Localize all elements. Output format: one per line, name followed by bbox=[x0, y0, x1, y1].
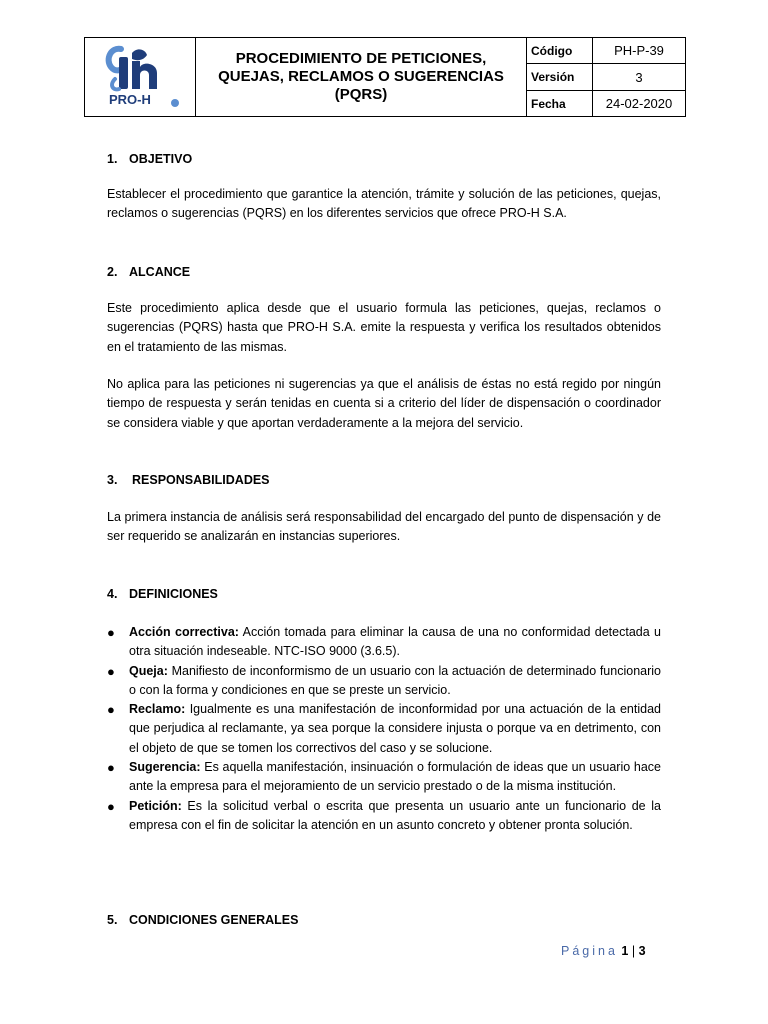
definition-text: Es aquella manifestación, insinuación o formulación de ideas que un usuario hace ante la empresa para el mejoramiento de un servicio prestado o de la misma institución. bbox=[129, 760, 661, 794]
alcance-paragraph-1: Este procedimiento aplica desde que el usuario formula las peticiones, quejas, reclamos o sugerencias (PQRS) hasta que PRO-H S.A. emite la respuesta y verifica los resultados obtenidos en el tratamiento de las mismas. bbox=[107, 301, 661, 354]
bullet-icon: ● bbox=[107, 663, 115, 679]
bullet-icon: ● bbox=[107, 625, 115, 640]
section-heading-condiciones-generales: 5. CONDICIONES GENERALES bbox=[107, 913, 299, 927]
section-heading-alcance: 2. ALCANCE bbox=[107, 265, 191, 279]
bullet-icon: ● bbox=[107, 760, 115, 776]
definition-text: Es la solicitud verbal o escrita que presenta un usuario ante un funcionario de la empresa con el fin de solicitar la atención en un asunto concreto y obtener pronta solución. bbox=[129, 798, 661, 832]
definition-item bbox=[107, 797, 661, 836]
version-label: Versión bbox=[527, 64, 593, 91]
definition-item bbox=[107, 623, 661, 662]
definition-term: Petición: bbox=[129, 798, 182, 813]
definition-term: Queja: bbox=[129, 663, 168, 678]
logo-cell bbox=[85, 38, 196, 117]
page-separator: | bbox=[631, 944, 636, 958]
document-header-table bbox=[84, 37, 686, 117]
definition-term: Sugerencia: bbox=[129, 760, 201, 775]
responsabilidades-paragraph: La primera instancia de análisis será responsabilidad del encargado del punto de dispensación y de ser requerido se analizarán en instancias superiores. bbox=[107, 510, 661, 544]
codigo-value: PH-P-39 bbox=[593, 38, 686, 64]
definition-text: Acción tomada para eliminar la causa de una no conformidad detectada u otra situación indeseable. NTC-ISO 9000 (3.6.5). bbox=[129, 625, 661, 659]
bullet-icon: ● bbox=[107, 798, 115, 814]
section-heading-objetivo: 1. OBJETIVO bbox=[107, 152, 193, 166]
definition-item bbox=[107, 700, 661, 758]
title-line-2: QUEJAS, RECLAMOS O SUGERENCIAS bbox=[218, 68, 504, 85]
objetivo-paragraph: Establecer el procedimiento que garantice la atención, trámite y solución de las peticiones, quejas, reclamos o sugerencias (PQRS) en los diferentes servicios que ofrece PRO-H S.A. bbox=[107, 187, 661, 221]
logo-text: PRO-H bbox=[109, 91, 151, 107]
title-line-1: PROCEDIMIENTO DE PETICIONES, bbox=[235, 50, 487, 67]
fecha-label: Fecha bbox=[527, 91, 593, 117]
version-value: 3 bbox=[593, 64, 686, 91]
section-heading-responsabilidades: 3. RESPONSABILIDADES bbox=[107, 473, 270, 487]
definition-item bbox=[107, 758, 661, 797]
title-line-3: (PQRS) bbox=[334, 86, 388, 103]
company-logo bbox=[85, 39, 195, 116]
section-heading-definiciones: 4. DEFINICIONES bbox=[107, 587, 218, 601]
alcance-paragraph-2: No aplica para las peticiones ni sugerencias ya que el análisis de éstas no está regido por ningún tiempo de respuesta y serán tenidas en cuenta si a criterio del líder de dispensación o coordinador se considera viable y que aportan verdaderamente a la mejora del servicio. bbox=[107, 377, 661, 430]
page-label: Página bbox=[561, 944, 618, 958]
definition-item bbox=[107, 662, 661, 701]
page-footer bbox=[561, 944, 646, 958]
codigo-label: Código bbox=[527, 38, 593, 64]
definition-term: Reclamo: bbox=[129, 702, 186, 717]
fecha-value: 24-02-2020 bbox=[593, 91, 686, 117]
definitions-list bbox=[107, 623, 661, 835]
definition-text: Manifiesto de inconformismo de un usuario con la actuación de determinado funcionario o con la forma y condiciones en que se preste un servicio. bbox=[129, 663, 661, 697]
document-title bbox=[196, 38, 527, 117]
bullet-icon: ● bbox=[107, 702, 115, 718]
definition-text: Igualmente es una manifestación de inconformidad por una actuación de la entidad que perjudica al reclamante, ya sea porque la considere injusta o porque va en detrimento, con el objeto de que se tomen los correctivos del caso y se solucione. bbox=[129, 702, 661, 755]
page-number: 1 bbox=[621, 944, 629, 958]
definition-term: Acción correctiva: bbox=[129, 625, 239, 639]
page-total: 3 bbox=[638, 944, 646, 958]
